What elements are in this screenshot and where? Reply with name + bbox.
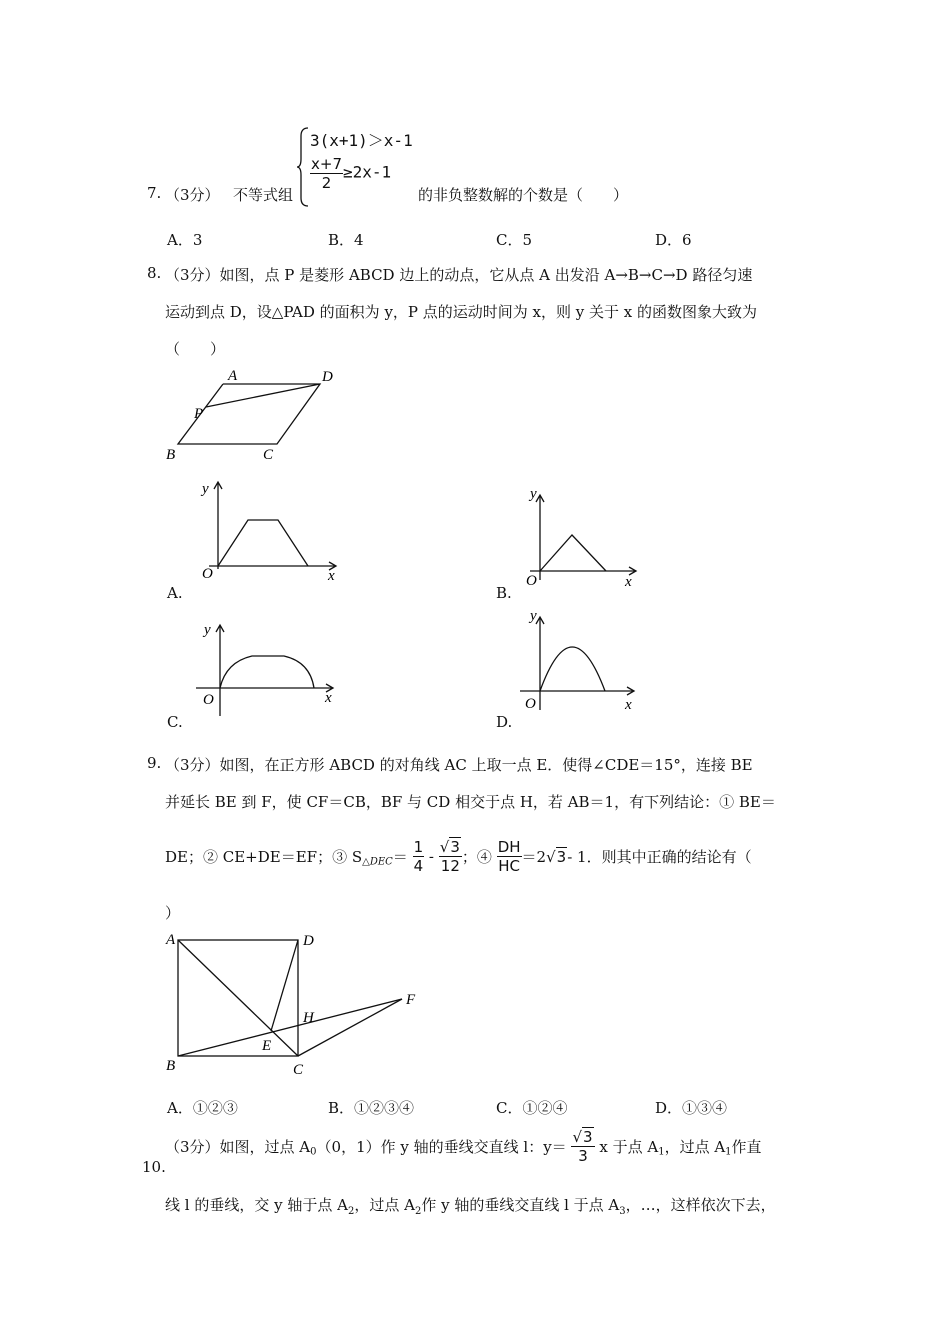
segment-de bbox=[271, 940, 298, 1031]
graph-d-o-label: O bbox=[525, 696, 536, 712]
q9-f3-den: HC bbox=[498, 857, 520, 875]
q9-fraction-3 bbox=[497, 838, 522, 875]
q10-sqrt-sign: √3 bbox=[572, 1128, 593, 1146]
label-e: E bbox=[262, 1038, 272, 1054]
q9-line3-b: ＝ bbox=[392, 848, 408, 866]
q10-line1-d: ，过点 A bbox=[664, 1138, 726, 1156]
q10-sub2: 2 bbox=[347, 1206, 355, 1217]
graph-b-o-label: O bbox=[526, 573, 537, 589]
q8-graph-d bbox=[515, 608, 645, 712]
q10-sub1b: 1 bbox=[725, 1146, 732, 1158]
graph-a-curve bbox=[218, 520, 308, 566]
label-b: B bbox=[166, 1058, 176, 1074]
q9-fraction-2 bbox=[439, 838, 462, 875]
q10-sub3: 3 bbox=[619, 1206, 626, 1217]
segment-pd bbox=[206, 384, 320, 407]
q7-prefix: 不等式组 bbox=[233, 186, 294, 204]
segment-cf bbox=[298, 999, 402, 1056]
q7-suffix: 的非负整数解的个数是（ ） bbox=[418, 186, 629, 204]
q8-option-c: C. bbox=[167, 713, 183, 731]
graph-b-curve bbox=[540, 535, 606, 571]
q9-f2-den: 12 bbox=[440, 857, 460, 875]
q9-rad3: 3 bbox=[556, 847, 567, 866]
q10-line1-e: 作直 bbox=[731, 1138, 762, 1156]
label-a: A bbox=[228, 368, 238, 384]
q7-brace bbox=[296, 126, 310, 208]
graph-c-curve bbox=[220, 656, 314, 688]
q7-ineq2-rest: ≥2x-1 bbox=[343, 162, 392, 182]
q7-option-d: D．6 bbox=[655, 231, 692, 249]
q7-score: （3分） bbox=[165, 186, 220, 204]
q8-graph-a bbox=[195, 477, 345, 587]
q10-line1-c: x 于点 A bbox=[599, 1138, 659, 1156]
q8-number: 8. bbox=[147, 264, 162, 282]
q9-f2-num: 3 bbox=[450, 838, 460, 856]
q9-minus: - bbox=[428, 847, 434, 866]
graph-c-x-label: x bbox=[325, 690, 332, 706]
q9-area-subscript: △DEC bbox=[362, 856, 393, 868]
graph-d-curve bbox=[540, 647, 605, 691]
q9-line3 bbox=[165, 838, 752, 875]
q9-fraction-1 bbox=[413, 838, 425, 875]
q9-line3-c: - 1．则其中正确的结论有（ bbox=[567, 848, 752, 866]
q9-option-a: A．①②③ bbox=[167, 1099, 238, 1117]
q9-f1-num: 1 bbox=[413, 838, 424, 856]
label-c: C bbox=[263, 447, 274, 463]
q8-graph-c bbox=[192, 618, 342, 720]
graph-c-o-label: O bbox=[203, 692, 214, 708]
q9-line4: ） bbox=[165, 904, 181, 922]
label-d: D bbox=[303, 933, 314, 949]
q9-number: 9. bbox=[147, 754, 162, 772]
graph-d-y-label: y bbox=[530, 608, 537, 624]
q8-line1: （3分）如图，点 P 是菱形 ABCD 边上的动点，它从点 A 出发沿 A→B→C→D 路径匀速 bbox=[165, 266, 753, 284]
q9-line2: 并延长 BE 到 F，使 CF＝CB，BF 与 CD 相交于点 H，若 AB＝1，有下列结论：① BE＝ bbox=[165, 793, 776, 811]
q9-option-b: B．①②③④ bbox=[328, 1099, 415, 1117]
q9-eq2: ＝2 bbox=[521, 848, 547, 866]
q8-option-d: D. bbox=[496, 713, 513, 731]
label-h: H bbox=[303, 1010, 314, 1026]
q9-sep: ；④ bbox=[461, 848, 492, 866]
graph-d-x-label: x bbox=[625, 697, 632, 712]
q10-line1 bbox=[165, 1128, 762, 1165]
q8-line2: 运动到点 D，设△PAD 的面积为 y，P 点的运动时间为 x，则 y 关于 x 的函数图象大致为 bbox=[165, 303, 758, 321]
q7-fraction bbox=[310, 155, 343, 192]
q10-sub1: 1 bbox=[658, 1146, 665, 1158]
q8-graph-b bbox=[520, 488, 645, 590]
q7-option-c: C．5 bbox=[496, 231, 533, 249]
q9-sqrt-3: √3 bbox=[546, 847, 567, 866]
label-c: C bbox=[293, 1062, 304, 1076]
q10-fraction bbox=[571, 1128, 594, 1165]
q8-option-a: A. bbox=[167, 584, 183, 602]
label-b: B bbox=[166, 447, 176, 463]
label-f: F bbox=[406, 992, 416, 1008]
graph-a-x-label: x bbox=[328, 568, 335, 584]
q9-f3-num: DH bbox=[497, 838, 521, 856]
q9-line1: （3分）如图，在正方形 ABCD 的对角线 AC 上取一点 E．使得∠CDE＝15°，连接 BE bbox=[165, 756, 753, 774]
q7-frac-denominator: 2 bbox=[321, 174, 332, 192]
q10-frac-rad: 3 bbox=[583, 1128, 593, 1146]
graph-b-y-label: y bbox=[530, 488, 537, 502]
q7-inequality-2 bbox=[310, 155, 391, 192]
graph-c-y-label: y bbox=[204, 622, 211, 638]
q9-option-d: D．①③④ bbox=[655, 1099, 728, 1117]
graph-a-y-label: y bbox=[202, 481, 209, 497]
q9-line3-a: DE；② CE+DE＝EF；③ S bbox=[165, 848, 363, 866]
q9-sqrt-sign: √3 bbox=[439, 838, 460, 856]
q7-number: 7. bbox=[147, 184, 162, 202]
q10-line2-d: ，…，这样依次下去， bbox=[625, 1196, 776, 1214]
q8-option-b: B. bbox=[496, 584, 512, 602]
q10-line2-c: 作 y 轴的垂线交直线 l 于点 A bbox=[421, 1196, 620, 1214]
graph-b-x-label: x bbox=[625, 574, 632, 590]
q7-option-a: A．3 bbox=[167, 231, 203, 249]
q7-inequality-1: 3(x+1)＞x-1 bbox=[310, 131, 413, 150]
graph-a-o-label: O bbox=[202, 566, 213, 582]
label-d: D bbox=[322, 369, 333, 385]
q10-line1-a: （3分）如图，过点 A bbox=[165, 1138, 311, 1156]
q8-rhombus-figure bbox=[160, 362, 350, 464]
q10-sub0: 0 bbox=[310, 1146, 317, 1158]
q10-line2-a: 线 l 的垂线，交 y 轴于点 A bbox=[165, 1196, 348, 1214]
q9-square-figure bbox=[160, 926, 430, 1076]
label-a: A bbox=[166, 932, 176, 948]
q9-f1-den: 4 bbox=[413, 857, 424, 875]
q9-option-c: C．①②④ bbox=[496, 1099, 568, 1117]
q7-frac-numerator: x+7 bbox=[311, 155, 342, 173]
q8-line3: （ ） bbox=[165, 340, 226, 358]
q10-frac-den: 3 bbox=[578, 1147, 588, 1165]
q10-sub2b: 2 bbox=[414, 1206, 422, 1217]
q10-line1-b: （0，1）作 y 轴的垂线交直线 l：y＝ bbox=[316, 1138, 567, 1156]
q10-line2 bbox=[165, 1194, 776, 1217]
q10-number: 10. bbox=[142, 1158, 166, 1176]
q10-line2-b: ，过点 A bbox=[354, 1196, 415, 1214]
label-p: P bbox=[194, 406, 204, 422]
q7-option-b: B．4 bbox=[328, 231, 364, 249]
diagonal-ac bbox=[178, 940, 298, 1056]
